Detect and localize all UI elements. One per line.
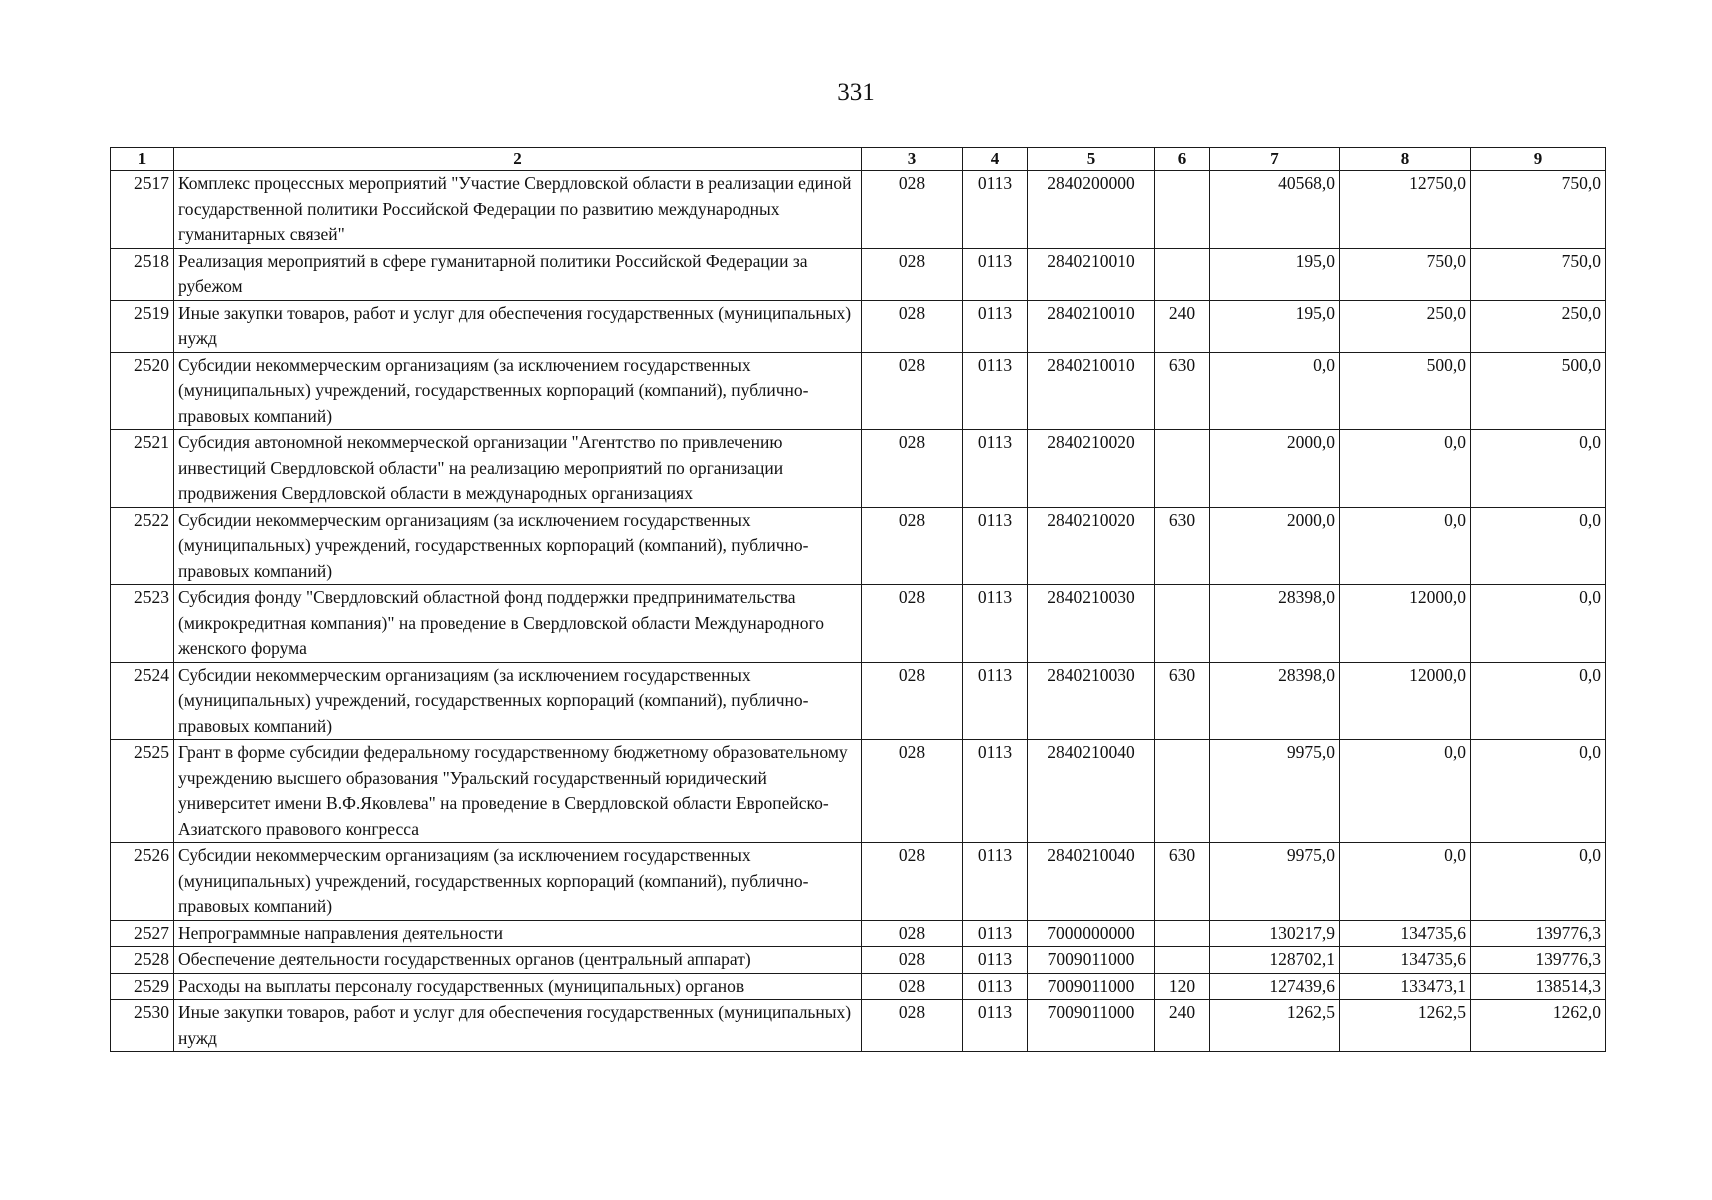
budget-table bbox=[110, 147, 1606, 1052]
header-col-6: 6 bbox=[1155, 148, 1210, 171]
section-code-cell: 0113 bbox=[963, 662, 1028, 740]
expense-type-cell: 240 bbox=[1155, 300, 1210, 352]
expense-type-cell bbox=[1155, 585, 1210, 663]
row-number-cell: 2517 bbox=[111, 171, 174, 249]
ministry-code-cell: 028 bbox=[862, 352, 963, 430]
expense-name-cell: Реализация мероприятий в сфере гуманитарной политики Российской Федерации за рубежом bbox=[174, 248, 862, 300]
row-number-cell: 2528 bbox=[111, 947, 174, 974]
target-article-cell: 2840210030 bbox=[1028, 585, 1155, 663]
header-col-7: 7 bbox=[1210, 148, 1340, 171]
section-code-cell: 0113 bbox=[963, 171, 1028, 249]
expense-name-cell: Субсидии некоммерческим организациям (за исключением государственных (муниципальных) учреждений, государственных корпораций (компаний), публично-правовых компаний) bbox=[174, 507, 862, 585]
table-row bbox=[111, 973, 1606, 1000]
header-row bbox=[111, 148, 1606, 171]
expense-name-cell: Иные закупки товаров, работ и услуг для обеспечения государственных (муниципальных) нужд bbox=[174, 1000, 862, 1052]
expense-type-cell: 240 bbox=[1155, 1000, 1210, 1052]
expense-type-cell: 630 bbox=[1155, 507, 1210, 585]
section-code-cell: 0113 bbox=[963, 1000, 1028, 1052]
amount-col-9-cell: 0,0 bbox=[1471, 843, 1606, 921]
ministry-code-cell: 028 bbox=[862, 585, 963, 663]
section-code-cell: 0113 bbox=[963, 430, 1028, 508]
row-number-cell: 2529 bbox=[111, 973, 174, 1000]
amount-col-8-cell: 133473,1 bbox=[1340, 973, 1471, 1000]
table-body bbox=[111, 171, 1606, 1052]
amount-col-8-cell: 12000,0 bbox=[1340, 662, 1471, 740]
table-row bbox=[111, 740, 1606, 843]
amount-col-8-cell: 750,0 bbox=[1340, 248, 1471, 300]
amount-col-8-cell: 0,0 bbox=[1340, 740, 1471, 843]
target-article-cell: 2840210020 bbox=[1028, 507, 1155, 585]
page-number: 331 bbox=[837, 79, 875, 106]
section-code-cell: 0113 bbox=[963, 585, 1028, 663]
section-code-cell: 0113 bbox=[963, 920, 1028, 947]
amount-col-7-cell: 0,0 bbox=[1210, 352, 1340, 430]
amount-col-9-cell: 139776,3 bbox=[1471, 920, 1606, 947]
section-code-cell: 0113 bbox=[963, 947, 1028, 974]
section-code-cell: 0113 bbox=[963, 300, 1028, 352]
amount-col-7-cell: 2000,0 bbox=[1210, 430, 1340, 508]
header-col-8: 8 bbox=[1340, 148, 1471, 171]
amount-col-9-cell: 0,0 bbox=[1471, 585, 1606, 663]
amount-col-7-cell: 28398,0 bbox=[1210, 662, 1340, 740]
table-row bbox=[111, 507, 1606, 585]
target-article-cell: 2840210020 bbox=[1028, 430, 1155, 508]
expense-type-cell: 630 bbox=[1155, 662, 1210, 740]
table-row bbox=[111, 920, 1606, 947]
row-number-cell: 2526 bbox=[111, 843, 174, 921]
table-row bbox=[111, 947, 1606, 974]
target-article-cell: 7009011000 bbox=[1028, 1000, 1155, 1052]
section-code-cell: 0113 bbox=[963, 740, 1028, 843]
header-col-1: 1 bbox=[111, 148, 174, 171]
section-code-cell: 0113 bbox=[963, 248, 1028, 300]
table-row bbox=[111, 662, 1606, 740]
ministry-code-cell: 028 bbox=[862, 973, 963, 1000]
amount-col-9-cell: 0,0 bbox=[1471, 430, 1606, 508]
amount-col-8-cell: 134735,6 bbox=[1340, 920, 1471, 947]
amount-col-8-cell: 12750,0 bbox=[1340, 171, 1471, 249]
section-code-cell: 0113 bbox=[963, 507, 1028, 585]
row-number-cell: 2523 bbox=[111, 585, 174, 663]
expense-name-cell: Иные закупки товаров, работ и услуг для обеспечения государственных (муниципальных) нужд bbox=[174, 300, 862, 352]
target-article-cell: 7009011000 bbox=[1028, 973, 1155, 1000]
amount-col-7-cell: 9975,0 bbox=[1210, 740, 1340, 843]
target-article-cell: 2840210030 bbox=[1028, 662, 1155, 740]
row-number-cell: 2530 bbox=[111, 1000, 174, 1052]
target-article-cell: 2840210010 bbox=[1028, 248, 1155, 300]
table-row bbox=[111, 300, 1606, 352]
amount-col-7-cell: 40568,0 bbox=[1210, 171, 1340, 249]
row-number-cell: 2522 bbox=[111, 507, 174, 585]
ministry-code-cell: 028 bbox=[862, 740, 963, 843]
header-col-4: 4 bbox=[963, 148, 1028, 171]
ministry-code-cell: 028 bbox=[862, 662, 963, 740]
expense-name-cell: Обеспечение деятельности государственных органов (центральный аппарат) bbox=[174, 947, 862, 974]
ministry-code-cell: 028 bbox=[862, 843, 963, 921]
amount-col-9-cell: 138514,3 bbox=[1471, 973, 1606, 1000]
section-code-cell: 0113 bbox=[963, 973, 1028, 1000]
target-article-cell: 2840210010 bbox=[1028, 352, 1155, 430]
amount-col-7-cell: 195,0 bbox=[1210, 248, 1340, 300]
amount-col-8-cell: 1262,5 bbox=[1340, 1000, 1471, 1052]
amount-col-9-cell: 1262,0 bbox=[1471, 1000, 1606, 1052]
table-row bbox=[111, 171, 1606, 249]
amount-col-9-cell: 0,0 bbox=[1471, 662, 1606, 740]
amount-col-9-cell: 250,0 bbox=[1471, 300, 1606, 352]
ministry-code-cell: 028 bbox=[862, 507, 963, 585]
expense-type-cell bbox=[1155, 740, 1210, 843]
amount-col-7-cell: 9975,0 bbox=[1210, 843, 1340, 921]
target-article-cell: 2840200000 bbox=[1028, 171, 1155, 249]
table-row bbox=[111, 430, 1606, 508]
amount-col-9-cell: 500,0 bbox=[1471, 352, 1606, 430]
row-number-cell: 2518 bbox=[111, 248, 174, 300]
ministry-code-cell: 028 bbox=[862, 1000, 963, 1052]
target-article-cell: 2840210040 bbox=[1028, 740, 1155, 843]
expense-type-cell bbox=[1155, 920, 1210, 947]
expense-name-cell: Комплекс процессных мероприятий "Участие Свердловской области в реализации единой государственной политики Российской Федерации по развитию международных гуманитарных связей" bbox=[174, 171, 862, 249]
expense-name-cell: Субсидия автономной некоммерческой организации "Агентство по привлечению инвестиций Свердловской области" на реализацию мероприятий по организации продвижения Свердловской области в международных организациях bbox=[174, 430, 862, 508]
ministry-code-cell: 028 bbox=[862, 300, 963, 352]
table-row bbox=[111, 1000, 1606, 1052]
amount-col-8-cell: 250,0 bbox=[1340, 300, 1471, 352]
expense-name-cell: Субсидии некоммерческим организациям (за исключением государственных (муниципальных) учреждений, государственных корпораций (компаний), публично-правовых компаний) bbox=[174, 662, 862, 740]
expense-type-cell: 630 bbox=[1155, 352, 1210, 430]
amount-col-7-cell: 28398,0 bbox=[1210, 585, 1340, 663]
amount-col-8-cell: 134735,6 bbox=[1340, 947, 1471, 974]
amount-col-9-cell: 139776,3 bbox=[1471, 947, 1606, 974]
expense-name-cell: Непрограммные направления деятельности bbox=[174, 920, 862, 947]
expense-type-cell: 630 bbox=[1155, 843, 1210, 921]
ministry-code-cell: 028 bbox=[862, 248, 963, 300]
expense-type-cell bbox=[1155, 947, 1210, 974]
amount-col-9-cell: 750,0 bbox=[1471, 171, 1606, 249]
table-row bbox=[111, 352, 1606, 430]
expense-type-cell bbox=[1155, 430, 1210, 508]
ministry-code-cell: 028 bbox=[862, 920, 963, 947]
row-number-cell: 2521 bbox=[111, 430, 174, 508]
table-row bbox=[111, 585, 1606, 663]
table-row bbox=[111, 843, 1606, 921]
row-number-cell: 2520 bbox=[111, 352, 174, 430]
amount-col-8-cell: 0,0 bbox=[1340, 843, 1471, 921]
amount-col-7-cell: 195,0 bbox=[1210, 300, 1340, 352]
expense-type-cell bbox=[1155, 248, 1210, 300]
amount-col-8-cell: 0,0 bbox=[1340, 507, 1471, 585]
amount-col-9-cell: 750,0 bbox=[1471, 248, 1606, 300]
expense-type-cell: 120 bbox=[1155, 973, 1210, 1000]
target-article-cell: 7000000000 bbox=[1028, 920, 1155, 947]
row-number-cell: 2525 bbox=[111, 740, 174, 843]
amount-col-7-cell: 130217,9 bbox=[1210, 920, 1340, 947]
ministry-code-cell: 028 bbox=[862, 430, 963, 508]
expense-name-cell: Расходы на выплаты персоналу государственных (муниципальных) органов bbox=[174, 973, 862, 1000]
amount-col-8-cell: 500,0 bbox=[1340, 352, 1471, 430]
ministry-code-cell: 028 bbox=[862, 947, 963, 974]
amount-col-8-cell: 0,0 bbox=[1340, 430, 1471, 508]
amount-col-9-cell: 0,0 bbox=[1471, 507, 1606, 585]
row-number-cell: 2524 bbox=[111, 662, 174, 740]
expense-name-cell: Грант в форме субсидии федеральному государственному бюджетному образовательному учреждению высшего образования "Уральский государственный юридический университет имени В.Ф.Яковлева" на проведение в Свердловской области Европейско-Азиатского правового конгресса bbox=[174, 740, 862, 843]
amount-col-8-cell: 12000,0 bbox=[1340, 585, 1471, 663]
expense-name-cell: Субсидия фонду "Свердловский областной фонд поддержки предпринимательства (микрокредитная компания)" на проведение в Свердловской области Международного женского форума bbox=[174, 585, 862, 663]
header-col-5: 5 bbox=[1028, 148, 1155, 171]
target-article-cell: 7009011000 bbox=[1028, 947, 1155, 974]
expense-type-cell bbox=[1155, 171, 1210, 249]
amount-col-9-cell: 0,0 bbox=[1471, 740, 1606, 843]
section-code-cell: 0113 bbox=[963, 843, 1028, 921]
amount-col-7-cell: 1262,5 bbox=[1210, 1000, 1340, 1052]
section-code-cell: 0113 bbox=[963, 352, 1028, 430]
target-article-cell: 2840210010 bbox=[1028, 300, 1155, 352]
row-number-cell: 2527 bbox=[111, 920, 174, 947]
amount-col-7-cell: 128702,1 bbox=[1210, 947, 1340, 974]
expense-name-cell: Субсидии некоммерческим организациям (за исключением государственных (муниципальных) учреждений, государственных корпораций (компаний), публично-правовых компаний) bbox=[174, 843, 862, 921]
expense-name-cell: Субсидии некоммерческим организациям (за исключением государственных (муниципальных) учреждений, государственных корпораций (компаний), публично-правовых компаний) bbox=[174, 352, 862, 430]
row-number-cell: 2519 bbox=[111, 300, 174, 352]
table-row bbox=[111, 248, 1606, 300]
target-article-cell: 2840210040 bbox=[1028, 843, 1155, 921]
ministry-code-cell: 028 bbox=[862, 171, 963, 249]
header-col-2: 2 bbox=[174, 148, 862, 171]
amount-col-7-cell: 127439,6 bbox=[1210, 973, 1340, 1000]
header-col-3: 3 bbox=[862, 148, 963, 171]
header-col-9: 9 bbox=[1471, 148, 1606, 171]
amount-col-7-cell: 2000,0 bbox=[1210, 507, 1340, 585]
